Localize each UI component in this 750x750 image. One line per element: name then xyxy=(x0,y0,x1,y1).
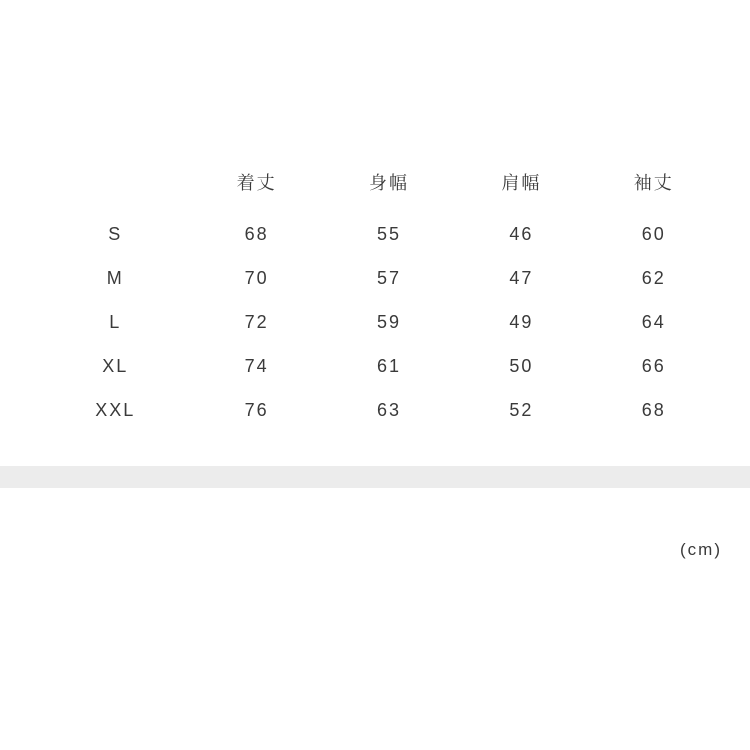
cell-shoulder: 49 xyxy=(509,311,534,332)
cell-sleeve: 60 xyxy=(641,223,666,244)
table-row xyxy=(40,344,720,388)
cell-length: 70 xyxy=(244,267,269,288)
table-row xyxy=(40,212,720,256)
table-row xyxy=(40,388,720,432)
table-row xyxy=(40,256,720,300)
cell-shoulder: 52 xyxy=(509,399,534,420)
cell-length: 72 xyxy=(244,311,269,332)
cell-chest: 61 xyxy=(376,355,402,376)
cell-shoulder: 47 xyxy=(509,267,534,288)
cell-shoulder: 50 xyxy=(509,355,534,376)
cell-chest: 55 xyxy=(376,223,402,244)
row-size-label: M xyxy=(106,267,124,288)
column-header-length: 着丈 xyxy=(236,173,277,193)
divider-bar xyxy=(0,466,750,488)
cell-sleeve: 66 xyxy=(641,355,666,376)
cell-chest: 57 xyxy=(376,267,402,288)
row-size-label: XXL xyxy=(95,399,136,420)
cell-sleeve: 64 xyxy=(641,311,666,332)
row-size-label: S xyxy=(108,223,123,244)
cell-length: 74 xyxy=(244,355,269,376)
cell-sleeve: 62 xyxy=(641,267,666,288)
cell-shoulder: 46 xyxy=(509,223,534,244)
column-header-chest: 身幅 xyxy=(369,173,409,193)
cell-chest: 59 xyxy=(376,311,402,332)
table-corner-cell xyxy=(40,160,190,212)
size-table-body xyxy=(40,212,720,432)
cell-length: 68 xyxy=(244,223,269,244)
cell-sleeve: 68 xyxy=(641,399,666,420)
cell-chest: 63 xyxy=(376,399,402,420)
cell-length: 76 xyxy=(244,399,269,420)
table-header-row xyxy=(40,160,720,212)
unit-note: (cm) xyxy=(680,540,722,559)
size-table-header xyxy=(40,160,720,212)
size-table xyxy=(40,160,720,432)
table-row xyxy=(40,300,720,344)
row-size-label: L xyxy=(109,311,122,332)
column-header-sleeve: 袖丈 xyxy=(633,173,674,193)
column-header-shoulder: 肩幅 xyxy=(501,173,542,193)
row-size-label: XL xyxy=(102,355,129,376)
